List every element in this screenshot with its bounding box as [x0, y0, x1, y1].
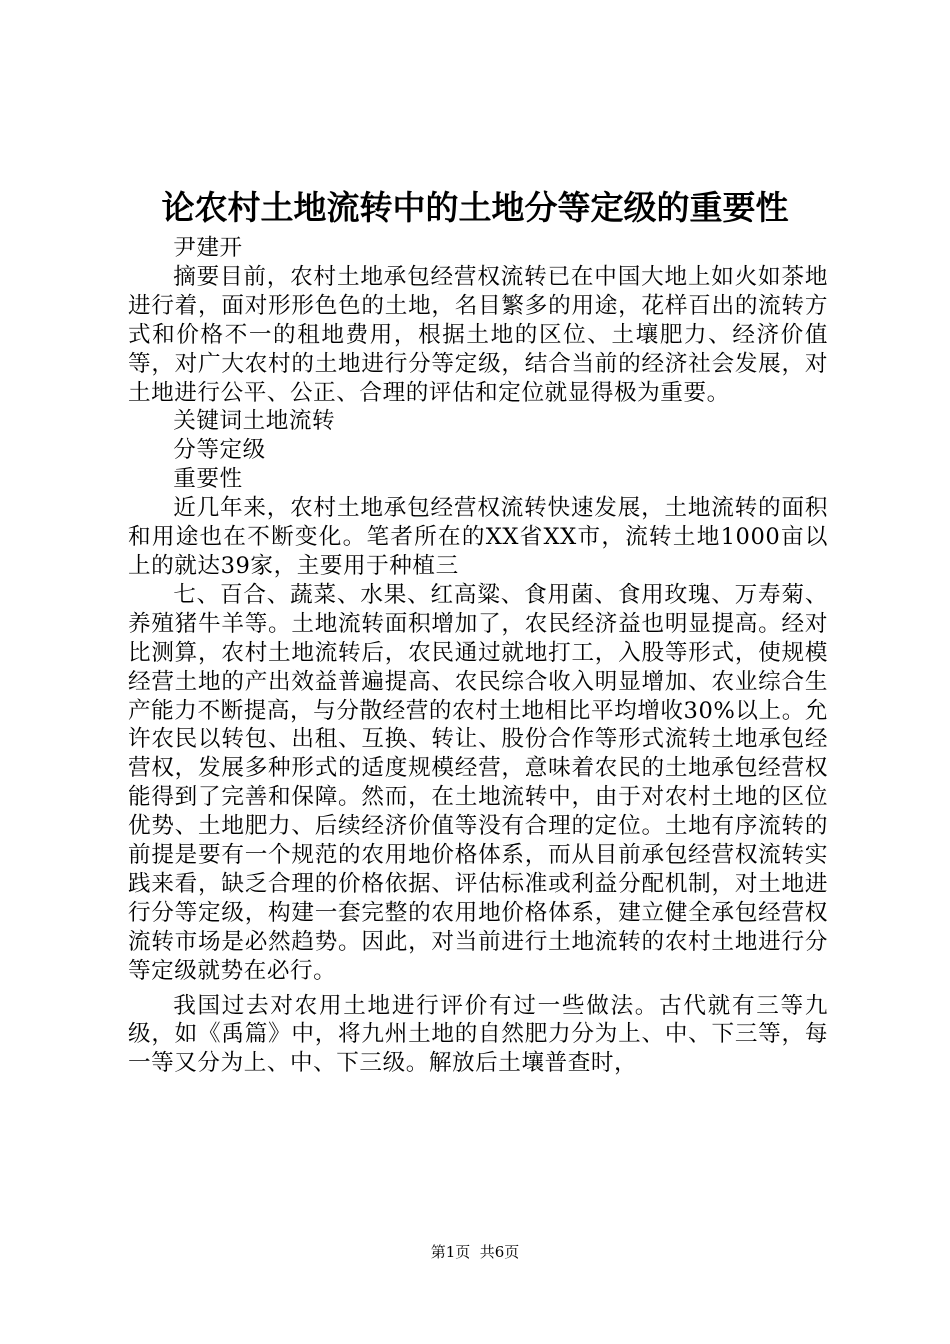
body-paragraph: 我国过去对农用土地进行评价有过一些做法。古代就有三等九级，如《禹篇》中，将九州土地的自然肥力分为上、中、下三等，每一等又分为上、中、下三级。解放后土壤普查时， — [128, 992, 828, 1077]
document-title: 论农村土地流转中的土地分等定级的重要性 — [161, 188, 789, 227]
body-paragraph: 七、百合、蔬菜、水果、红高粱、食用菌、食用玫瑰、万寿菊、养殖猪牛羊等。土地流转面积增加了，农民经济益也明显提高。经对比测算，农村土地流转后，农民通过就地打工，入股等形式，使规模经营土地的产出效益普遍提高、农民综合收入明显增加、农业综合生产能力不断提高，与分散经营的农村土地相比平均增收30%以上。允许农民以转包、出租、互换、转让、股份合作等形式流转土地承包经营权，发展多种形式的适度规模经营，意味着农民的土地承包经营权能得到了完善和保障。然而，在土地流转中，由于对农村土地的区位优势、土地肥力、后续经济价值等没有合理的定位。土地有序流转的前提是要有一个规范的农用地价格体系，而从目前承包经营权流转实践来看，缺乏合理的价格依据、评估标准或利益分配机制，对土地进行分等定级，构建一套完整的农用地价格体系，建立健全承包经营权流转市场是必然趋势。因此，对当前进行土地流转的农村土地进行分等定级就势在必行。 — [128, 581, 828, 984]
keywords-line: 关键词土地流转 — [173, 408, 336, 435]
keyword-line: 重要性 — [173, 466, 243, 493]
page-number: 第1页 共6页 — [430, 1243, 520, 1261]
abstract-paragraph: 摘要目前，农村土地承包经营权流转已在中国大地上如火如茶地进行着，面对形形色色的土地，名目繁多的用途，花样百出的流转方式和价格不一的租地费用，根据土地的区位、土壤肥力、经济价值等，对广大农村的土地进行分等定级，结合当前的经济社会发展，对土地进行公平、公正、合理的评估和定位就显得极为重要。 — [128, 263, 828, 406]
author-line: 尹建开 — [173, 235, 243, 261]
body-paragraph: 近几年来，农村土地承包经营权流转快速发展，土地流转的面积和用途也在不断变化。笔者所在的XX省XX市，流转土地1000亩以上的就达39家，主要用于种植三 — [128, 495, 828, 579]
keyword-line: 分等定级 — [173, 437, 266, 464]
document-body — [128, 234, 828, 1078]
